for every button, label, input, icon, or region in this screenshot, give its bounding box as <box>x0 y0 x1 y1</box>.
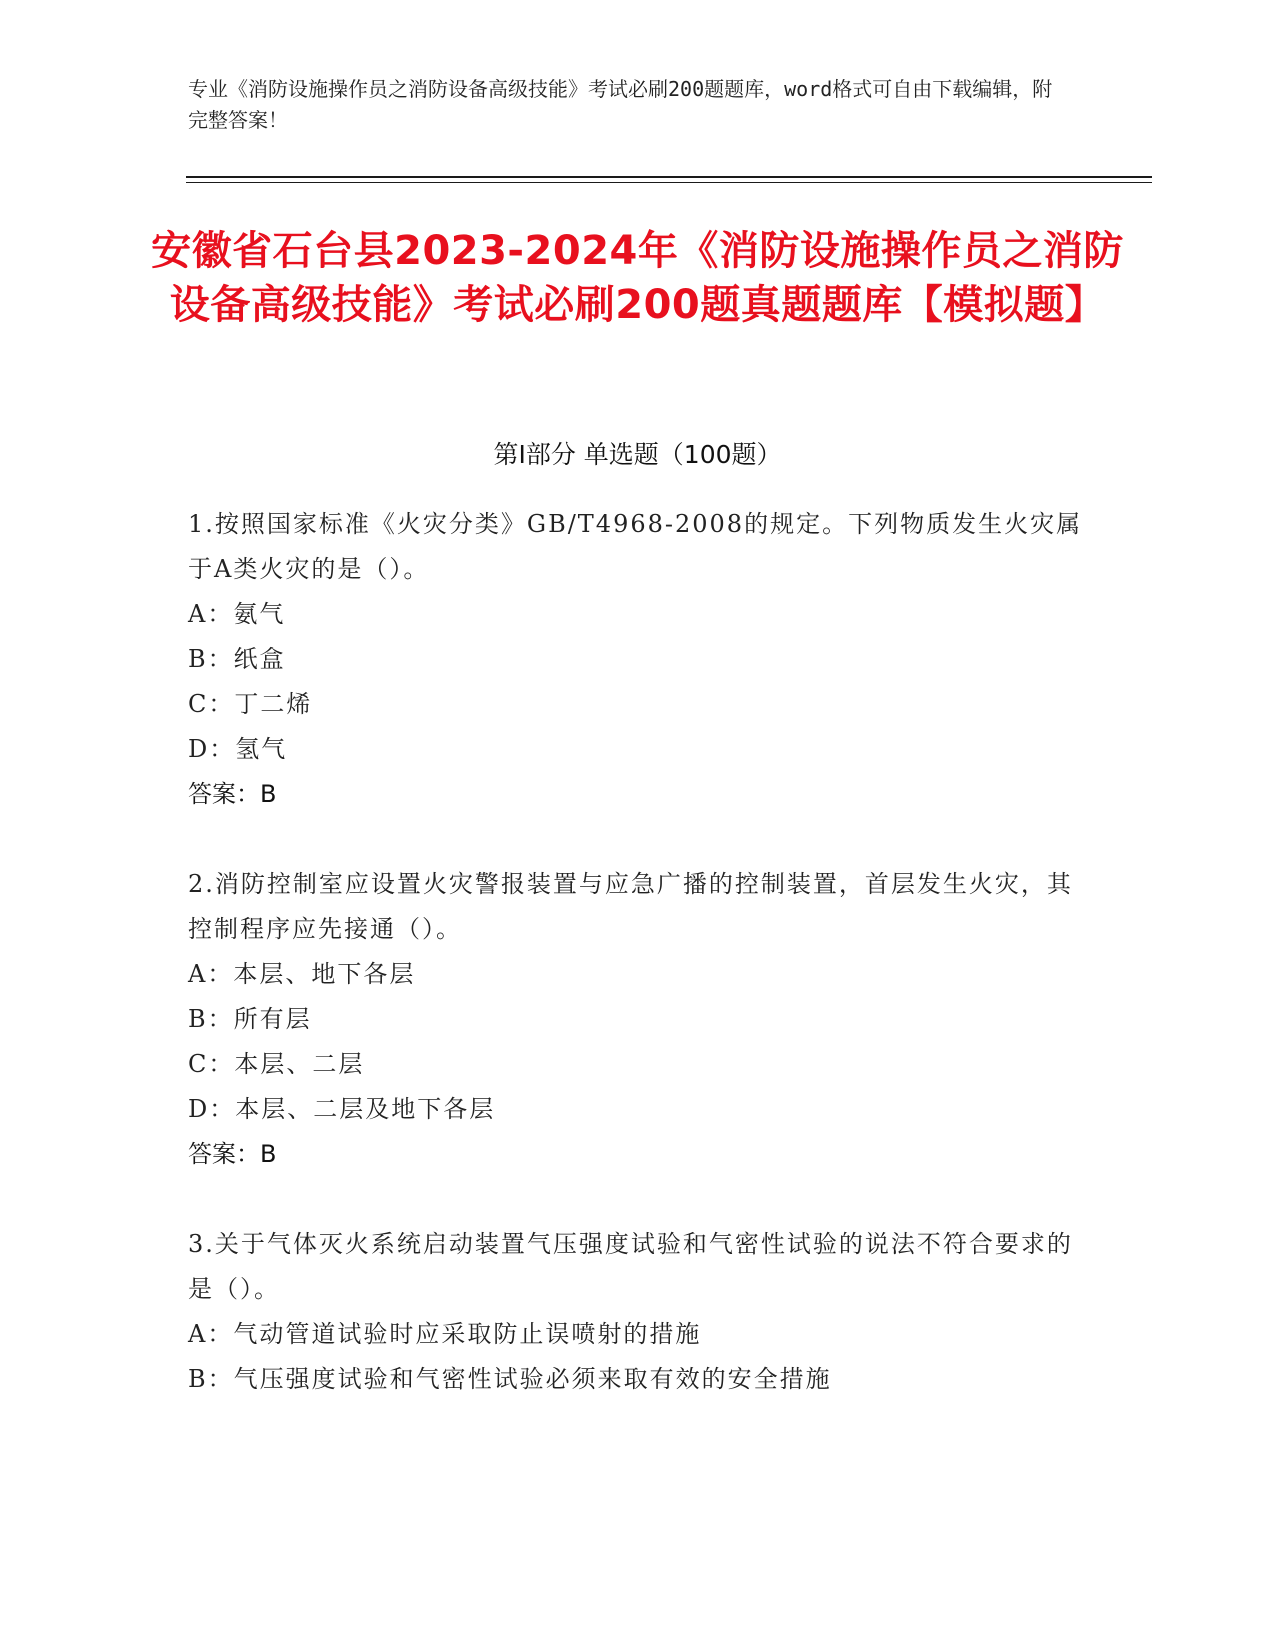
document-title: 安徽省石台县2023-2024年《消防设施操作员之消防设备高级技能》考试必刷200题真题题库【模拟题】 <box>151 228 1124 328</box>
option-b: B：纸盒 <box>188 645 286 673</box>
section-title: 第Ⅰ部分 单选题（100题） <box>493 440 782 469</box>
option-c: C：丁二烯 <box>188 690 313 718</box>
option-b: B：所有层 <box>188 1005 312 1033</box>
answer-text: 答案：B <box>188 780 277 808</box>
option-a: A：氨气 <box>188 600 286 628</box>
answer-text: 答案：B <box>188 1140 277 1168</box>
question-stem: 2.消防控制室应设置火灾警报装置与应急广播的控制装置，首层发生火灾，其控制程序应先接通（）。 <box>188 870 1073 943</box>
option-c: C：本层、二层 <box>188 1050 365 1078</box>
question-stem: 1.按照国家标准《火灾分类》GB/T4968-2008的规定。下列物质发生火灾属于A类火灾的是（）。 <box>188 510 1083 583</box>
option-a: A：气动管道试验时应采取防止误喷射的措施 <box>188 1320 702 1348</box>
question-3 <box>188 1222 1088 1402</box>
header-divider-thin <box>186 182 1152 183</box>
option-b: B：气压强度试验和气密性试验必须来取有效的安全措施 <box>188 1365 832 1393</box>
header-note: 专业《消防设施操作员之消防设备高级技能》考试必刷200题题库，word格式可自由下载编辑，附完整答案！ <box>188 77 1053 132</box>
question-stem: 3.关于气体灭火系统启动装置气压强度试验和气密性试验的说法不符合要求的是（）。 <box>188 1230 1073 1303</box>
question-1 <box>188 502 1088 817</box>
option-d: D：本层、二层及地下各层 <box>188 1095 496 1123</box>
header-divider-thick <box>186 176 1152 178</box>
question-2 <box>188 862 1088 1177</box>
option-a: A：本层、地下各层 <box>188 960 416 988</box>
option-d: D：氢气 <box>188 735 288 763</box>
